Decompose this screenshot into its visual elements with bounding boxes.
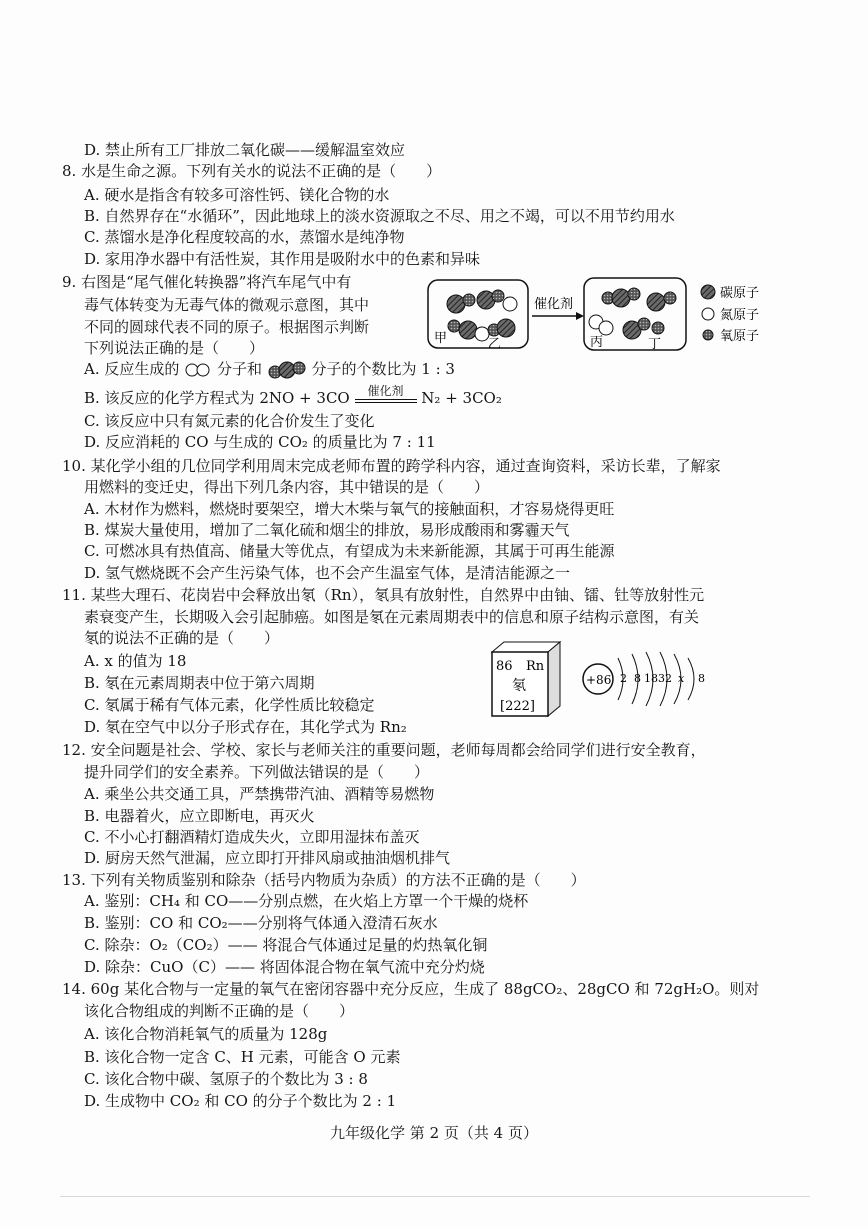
q14-option-a: A. 该化合物消耗氧气的质量为 128g — [84, 1025, 328, 1043]
q14-stem-2: 该化合物组成的判断不正确的是（ ） — [84, 1002, 355, 1020]
q7-option-d: D. 禁止所有工厂排放二氧化碳——缓解温室效应 — [84, 141, 406, 159]
legend-carbon: 碳原子 — [720, 286, 760, 301]
q14-option-c: C. 该化合物中碳、氢原子的个数比为 3 : 8 — [84, 1070, 368, 1088]
q14-stem-1: 14. 60g 某化合物与一定量的氧气在密闭容器中充分反应，生成了 88gCO₂、28gCO 和 72gH₂O。则对 — [62, 980, 760, 998]
reactant-molecules — [447, 290, 517, 341]
legend-oxygen: 氧原子 — [720, 329, 760, 344]
q9-a-prefix: A. 反应生成的 — [84, 360, 180, 378]
catalyst-condition — [355, 384, 417, 403]
nitrogen-atom-icon — [702, 308, 714, 320]
q12-option-c: C. 不小心打翻酒精灯造成失火，立即用湿抹布盖灭 — [84, 828, 420, 846]
q8-stem: 8. 水是生命之源。下列有关水的说法不正确的是（ ） — [62, 162, 442, 180]
nuclear-charge: +86 — [586, 673, 612, 687]
q8-option-d: D. 家用净水器中有活性炭，其作用是吸附水中的色素和异味 — [84, 250, 481, 268]
q11-stem-3: 氡的说法不正确的是（ ） — [84, 629, 280, 647]
q9-a-suffix: 分子的个数比为 1 : 3 — [311, 360, 455, 378]
co2-molecule-icon — [267, 360, 307, 380]
q13-option-d: D. 除杂：CuO（C）—— 将固体混合物在氧气流中充分灼烧 — [84, 958, 485, 976]
shell-5: x — [678, 672, 685, 685]
legend — [701, 285, 759, 344]
bottom-divider — [60, 1196, 810, 1197]
q9-stem-2: 毒气体转变为无毒气体的微观示意图，其中 — [84, 296, 370, 314]
q9-option-c: C. 该反应中只有氮元素的化合价发生了变化 — [84, 412, 375, 430]
q10-option-b: B. 煤炭大量使用，增加了二氧化硫和烟尘的排放，易形成酸雨和雾霾天气 — [84, 521, 570, 539]
q9-stem-4: 下列说法正确的是（ ） — [84, 339, 265, 357]
q8-option-c: C. 蒸馏水是净化程度较高的水，蒸馏水是纯净物 — [84, 228, 405, 246]
q9-option-d: D. 反应消耗的 CO 与生成的 CO₂ 的质量比为 7 : 11 — [84, 433, 436, 451]
carbon-atom-icon — [701, 285, 715, 299]
q10-option-a: A. 木材作为燃料，燃烧时要架空，增大木柴与氧气的接触面积，才容易烧得更旺 — [84, 500, 615, 518]
q9-option-a — [84, 359, 455, 380]
q8-option-b: B. 自然界存在“水循环”，因此地球上的淡水资源取之不尽、用之不竭，可以不用节约用水 — [84, 207, 675, 225]
q9-b-catalyst: 催化剂 — [367, 384, 404, 398]
q12-option-d: D. 厨房天然气泄漏，应立即打开排风扇或抽油烟机排气 — [84, 849, 451, 867]
q9-stem-1: 9. 右图是“尾气催化转换器”将汽车尾气中有 — [62, 273, 352, 291]
q9-a-middle: 分子和 — [216, 360, 262, 378]
q14-option-b: B. 该化合物一定含 C、H 元素，可能含 O 元素 — [84, 1048, 401, 1066]
label-ding: 丁 — [648, 337, 662, 352]
q9-b-prefix: B. 该反应的化学方程式为 2NO + 3CO — [84, 389, 350, 407]
element-symbol: Rn — [526, 659, 545, 674]
q12-stem-1: 12. 安全问题是社会、学校、家长与老师关注的重要问题，老师每周都会给同学们进行安全教育， — [62, 741, 706, 759]
q11-stem-1: 11. 某些大理石、花岗岩中会释放出氡（Rn），氡具有放射性，自然界中由铀、镭、钍等放射性元 — [62, 586, 705, 604]
atomic-mass: [222] — [500, 699, 535, 714]
q11-option-b: B. 氡在元素周期表中位于第六周期 — [84, 674, 315, 692]
q10-stem-2: 用燃料的变迁史，得出下列几条内容，其中错误的是（ ） — [84, 478, 490, 496]
label-jia: 甲 — [434, 331, 448, 346]
q12-option-b: B. 电器着火，应立即断电，再灭火 — [84, 807, 315, 825]
q9-option-b — [84, 384, 502, 408]
q14-option-d: D. 生成物中 CO₂ 和 CO 的分子个数比为 2 : 1 — [84, 1092, 397, 1110]
shell-1: 2 — [620, 672, 627, 685]
radon-atom-structure — [578, 644, 718, 714]
q9-reaction-diagram — [426, 276, 776, 354]
q11-option-d: D. 氡在空气中以分子形式存在，其化学式为 Rn₂ — [84, 718, 407, 736]
shell-6: 8 — [698, 672, 705, 685]
atomic-number: 86 — [496, 659, 513, 674]
q11-option-a: A. x 的值为 18 — [84, 652, 187, 670]
product-molecules — [589, 288, 676, 339]
label-bing: 丙 — [590, 335, 604, 350]
element-name: 氡 — [512, 678, 526, 694]
radon-element-cell — [490, 640, 562, 720]
shell-2: 8 — [634, 672, 641, 685]
q9-b-suffix: N₂ + 3CO₂ — [421, 389, 502, 407]
shell-3: 18 — [644, 672, 658, 685]
n2-molecule-icon — [184, 361, 212, 379]
q13-option-a: A. 鉴别：CH₄ 和 CO——分别点燃，在火焰上方罩一个干燥的烧杯 — [84, 892, 529, 910]
q12-stem-2: 提升同学们的安全素养。下列做法错误的是（ ） — [84, 763, 430, 781]
q13-stem: 13. 下列有关物质鉴别和除杂（括号内物质为杂质）的方法不正确的是（ ） — [62, 871, 586, 889]
q9-stem-3: 不同的圆球代表不同的原子。根据图示判断 — [84, 318, 370, 336]
q13-option-c: C. 除杂：O₂（CO₂）—— 将混合气体通过足量的灼热氧化铜 — [84, 936, 488, 954]
q8-option-a: A. 硬水是指含有较多可溶性钙、镁化合物的水 — [84, 186, 390, 204]
q12-option-a: A. 乘坐公共交通工具，严禁携带汽油、酒精等易燃物 — [84, 785, 435, 803]
q13-option-b: B. 鉴别：CO 和 CO₂——分别将气体通入澄清石灰水 — [84, 914, 438, 932]
legend-nitrogen: 氮原子 — [720, 308, 760, 323]
q10-option-c: C. 可燃冰具有热值高、储量大等优点，有望成为未来新能源，其属于可再生能源 — [84, 542, 615, 560]
q11-option-c: C. 氡属于稀有气体元素，化学性质比较稳定 — [84, 696, 375, 714]
label-yi: 乙 — [488, 337, 502, 352]
q10-stem-1: 10. 某化学小组的几位同学利用周末完成老师布置的跨学科内容，通过查询资料，采访长辈，了解家 — [62, 457, 721, 475]
arrow-head — [576, 312, 584, 320]
q11-stem-2: 素衰变产生，长期吸入会引起肺癌。如图是氡在元素周期表中的信息和原子结构示意图，有关 — [84, 608, 700, 626]
catalyst-label: 催化剂 — [534, 297, 574, 312]
page-footer: 九年级化学 第 2 页（共 4 页） — [330, 1124, 538, 1142]
shell-4: 32 — [658, 672, 672, 685]
oxygen-atom-icon — [703, 330, 713, 340]
q10-option-d: D. 氢气燃烧既不会产生污染气体，也不会产生温室气体，是清洁能源之一 — [84, 564, 571, 582]
